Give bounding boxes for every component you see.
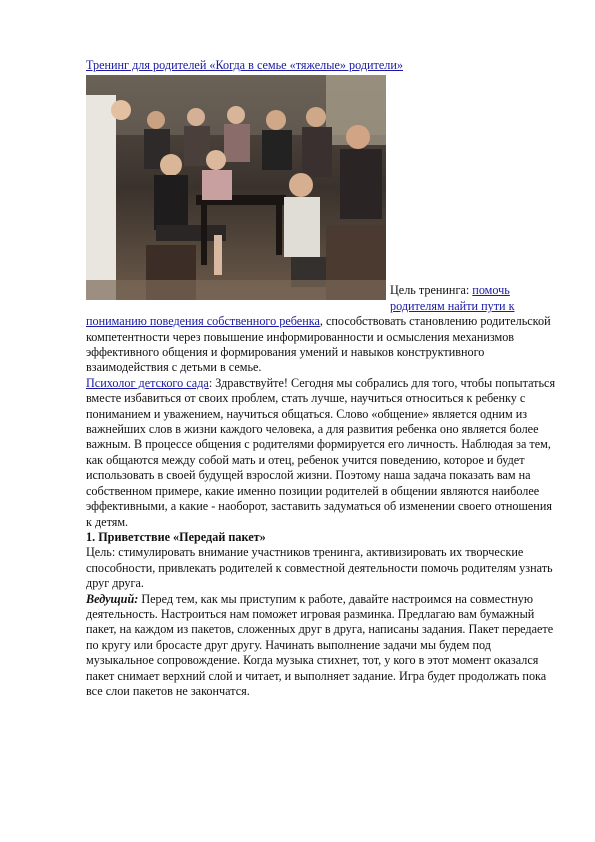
goal-label: Цель тренинга: [390,283,473,298]
psychologist-link[interactable]: Психолог детского сада [86,375,209,390]
goal-link[interactable]: помочь родителям найти пути к пониманию поведения собственного ребенка [86,283,515,329]
section1-goal: Цель: стимулировать внимание участников тренинга, активизировать их творческие способности, привлекать родителей к совместной деятельности помочь родителям узнать друг друга. [86,545,553,591]
goal-text: , способствовать становлению родительской компетентности через повышение информированности и осмысления механизмов эффективного общения и формирования умений и навыков конструктивного взаимодействия с детьми в семье. [86,314,551,375]
leader-text: Перед тем, как мы приступим к работе, давайте настроимся на совместную деятельность. Настроиться нам поможет игровая разминка. Предлагаю вам бумажный пакет, на каждом из пакетов, сложенных друг в друга, написаны задания. Пакет передаете по кругу или бросасте друг другу. Начинать выполнение задачи мы будем под музыкальное сопровождение. Когда музыка стихнет, тот, у кого в этот момент оказался пакет снимает верхний слой и читает, и выполняет задание. Игра будет продолжать пока все слои пакетов не закончатся. [86,591,554,698]
intro-text: : Здравствуйте! Сегодня мы собрались для того, чтобы попытаться вместе избавиться от своих проблем, стать лучше, научиться относиться к ребенку с пониманием и уважением, научиться общаться. Слово «общение» является одним из важнейших слов в жизни каждого человека, а для развития ребенка оно является более важным. В процессе общения с родителями формируется его личность. Наблюдая за тем, как общаются между собой мать и отец, ребенок учится поведению, которое и будет использовать в своей будущей взрослой жизни. Поэтому наша задача показать вам на собственном примере, какие именно позиции родителей в общении являются наиболее эффективными, а какие - наоборот, заставить задуматься об изменении своего отношения к детям. [86,375,556,529]
document-title-link[interactable]: Тренинг для родителей «Когда в семье «тяжелые» родители» [86,58,403,72]
section1-heading [86,530,556,545]
document-page [86,58,556,699]
leader-label: Ведущий: [86,591,139,606]
training-photo-image [86,75,386,300]
section1-leader-paragraph [86,592,556,700]
section1-heading-text: 1. Приветствие «Передай пакет» [86,529,266,544]
intro-paragraph [86,376,556,530]
training-photo [86,75,386,300]
